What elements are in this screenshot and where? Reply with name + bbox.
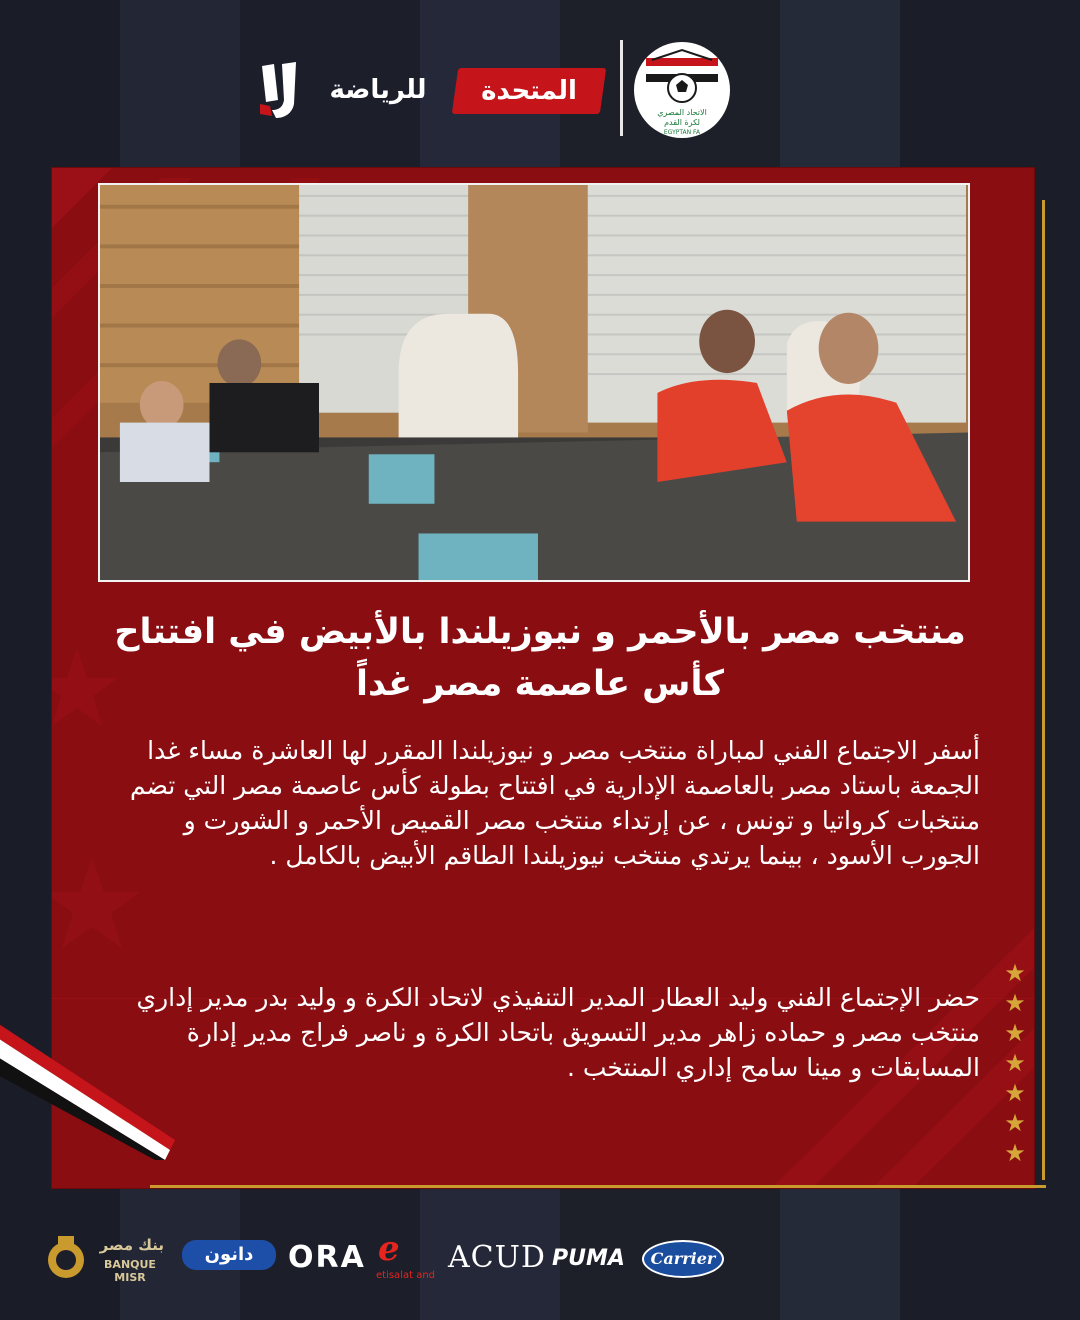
gold-frame-horizontal bbox=[150, 1185, 1046, 1188]
egyptian-fa-logo-icon bbox=[632, 40, 732, 140]
carrier-logo: Carrier bbox=[642, 1240, 724, 1278]
danone-logo: دانون bbox=[182, 1240, 276, 1270]
svg-text:لكرة القدم: لكرة القدم bbox=[664, 118, 700, 127]
sponsor-bar bbox=[30, 1228, 750, 1292]
gold-frame-vertical bbox=[1042, 200, 1045, 1180]
acud-logo: ACUD bbox=[448, 1240, 546, 1275]
united-sports-logo-icon bbox=[256, 60, 302, 122]
brand-united-label: المتحدة bbox=[481, 76, 577, 106]
ora-logo: ORA bbox=[288, 1240, 366, 1275]
star-icon: ★ bbox=[1004, 959, 1026, 987]
etisalat-mark-icon: ℯ bbox=[378, 1229, 400, 1269]
brand-sports-label: للرياضة bbox=[329, 75, 427, 105]
star-icon: ★ bbox=[1004, 1139, 1026, 1167]
article-paragraph-2: حضر الإجتماع الفني وليد العطار المدير التنفيذي لاتحاد الكرة و وليد بدر مدير إداري منتخب مصر و حماده زاهر مدير التسويق باتحاد الكرة و ناصر فراج مدير إدارة المسابقات و مينا سامح إداري المنتخب . bbox=[136, 983, 980, 1082]
star-icon: ★ bbox=[1004, 1079, 1026, 1107]
meeting-photo bbox=[98, 183, 970, 582]
header-divider bbox=[620, 40, 623, 136]
svg-text:الاتحاد المصري: الاتحاد المصري bbox=[657, 108, 707, 117]
star-icon: ★ bbox=[1004, 1019, 1026, 1047]
star-icon: ★ bbox=[1004, 989, 1026, 1017]
article-paragraph-1: أسفر الاجتماع الفني لمباراة منتخب مصر و نيوزيلندا المقرر لها العاشرة مساء غدا الجمعة باستاد مصر بالعاصمة الإدارية في افتتاح بطولة كأس عاصمة مصر التي تضم منتخبات كرواتيا و تونس ، عن إرتداء منتخب مصر القميص الأحمر و الشورت و الجورب الأسود ، بينما يرتدي منتخب نيوزيلندا الطاقم الأبيض بالكامل . bbox=[130, 736, 980, 870]
svg-text:EGYPTAN FA: EGYPTAN FA bbox=[663, 129, 701, 136]
star-icon: ★ bbox=[1004, 1049, 1026, 1077]
banque-misr-ar-label: بنك مصر bbox=[99, 1236, 164, 1254]
banque-misr-emblem-icon bbox=[44, 1232, 88, 1284]
banque-misr-en-label: BANQUE MISR bbox=[104, 1258, 156, 1284]
etisalat-label: etisalat and bbox=[376, 1270, 436, 1281]
header bbox=[0, 40, 1080, 140]
star-icon: ★ bbox=[1004, 1109, 1026, 1137]
flag-streak-decoration bbox=[0, 1000, 230, 1160]
puma-logo: PUMA bbox=[552, 1246, 625, 1271]
brand-united-badge bbox=[452, 68, 606, 114]
star-column bbox=[1000, 958, 1030, 1168]
headline: منتخب مصر بالأحمر و نيوزيلندا بالأبيض في افتتاح كأس عاصمة مصر غداً bbox=[114, 612, 966, 704]
